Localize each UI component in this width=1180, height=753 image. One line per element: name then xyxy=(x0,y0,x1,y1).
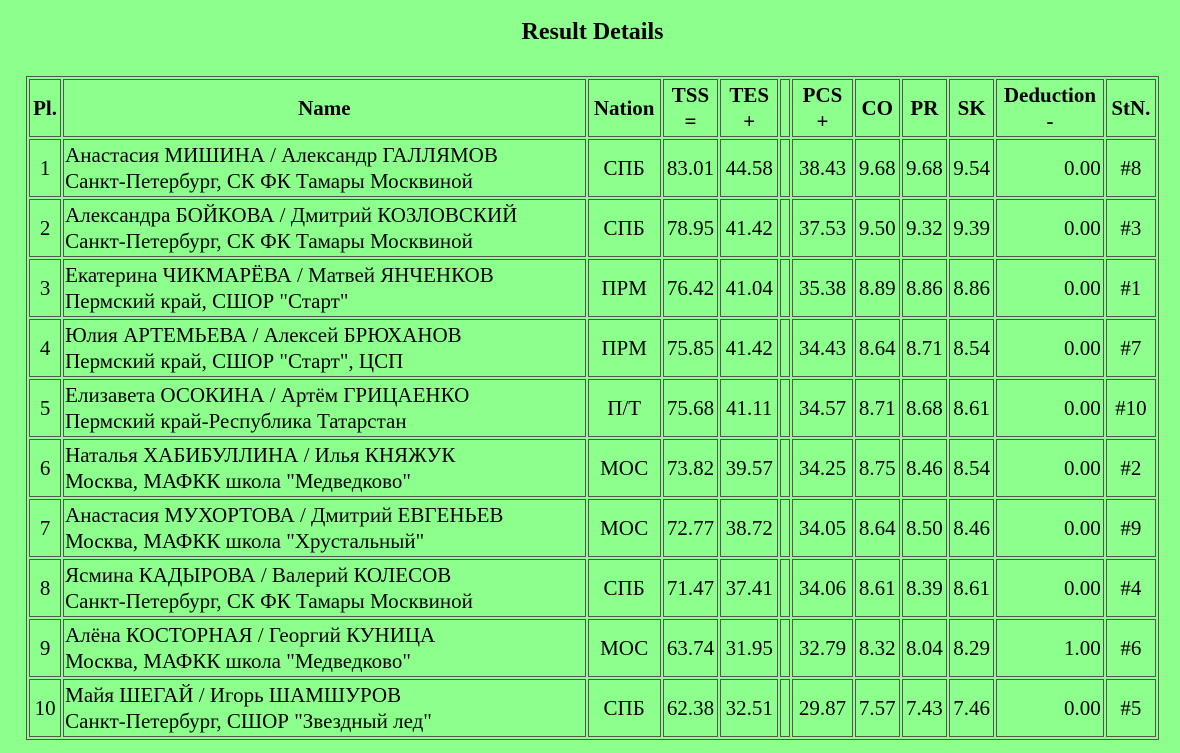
cell-tes: 41.42 xyxy=(720,199,778,257)
cell-blank xyxy=(780,139,790,197)
header-row xyxy=(29,79,1156,137)
cell-deduction: 0.00 xyxy=(996,259,1103,317)
header-tss-label: TSS xyxy=(671,83,710,107)
cell-blank xyxy=(780,619,790,677)
header-tes-sign: + xyxy=(743,109,756,133)
cell-co: 8.75 xyxy=(855,439,900,497)
table-row xyxy=(29,619,1156,677)
cell-start-number: #10 xyxy=(1106,379,1156,437)
header-deduction-label: Deduction xyxy=(1003,83,1097,107)
cell-tes: 41.04 xyxy=(720,259,778,317)
header-deduction-sign: - xyxy=(1046,109,1054,133)
cell-tes: 31.95 xyxy=(720,619,778,677)
cell-sk: 8.54 xyxy=(949,439,994,497)
header-tss xyxy=(663,79,718,137)
cell-place: 3 xyxy=(29,259,61,317)
cell-co: 8.71 xyxy=(855,379,900,437)
cell-tes: 39.57 xyxy=(720,439,778,497)
cell-nation: МОС xyxy=(588,499,661,557)
cell-nation: МОС xyxy=(588,439,661,497)
cell-pr: 9.68 xyxy=(902,139,947,197)
cell-co: 8.32 xyxy=(855,619,900,677)
cell-start-number: #4 xyxy=(1106,559,1156,617)
header-pr: PR xyxy=(902,79,947,137)
skater-names: Майя ШЕГАЙ / Игорь ШАМШУРОВ xyxy=(65,683,402,707)
cell-blank xyxy=(780,439,790,497)
cell-start-number: #7 xyxy=(1106,319,1156,377)
cell-blank xyxy=(780,379,790,437)
cell-pr: 8.50 xyxy=(902,499,947,557)
table-row xyxy=(29,559,1156,617)
skater-names: Александра БОЙКОВА / Дмитрий КОЗЛОВСКИЙ xyxy=(65,203,518,227)
cell-start-number: #3 xyxy=(1106,199,1156,257)
cell-co: 8.64 xyxy=(855,319,900,377)
cell-co: 8.89 xyxy=(855,259,900,317)
cell-sk: 8.61 xyxy=(949,559,994,617)
skater-names: Анастасия МИШИНА / Александр ГАЛЛЯМОВ xyxy=(65,143,498,167)
cell-nation: СПБ xyxy=(588,139,661,197)
header-pcs xyxy=(792,79,852,137)
cell-co: 9.50 xyxy=(855,199,900,257)
cell-name xyxy=(63,379,585,437)
club-name: Пермский край, СШОР "Старт" xyxy=(65,289,349,313)
cell-name xyxy=(63,679,585,737)
cell-name xyxy=(63,139,585,197)
cell-deduction: 0.00 xyxy=(996,379,1103,437)
cell-sk: 7.46 xyxy=(949,679,994,737)
cell-pcs: 32.79 xyxy=(792,619,852,677)
cell-pcs: 38.43 xyxy=(792,139,852,197)
cell-blank xyxy=(780,199,790,257)
cell-sk: 8.86 xyxy=(949,259,994,317)
cell-name xyxy=(63,499,585,557)
cell-deduction: 0.00 xyxy=(996,499,1103,557)
cell-pr: 7.43 xyxy=(902,679,947,737)
header-pcs-label: PCS xyxy=(802,83,843,107)
cell-pr: 8.86 xyxy=(902,259,947,317)
cell-tss: 71.47 xyxy=(663,559,718,617)
cell-tss: 83.01 xyxy=(663,139,718,197)
cell-tss: 78.95 xyxy=(663,199,718,257)
cell-tss: 63.74 xyxy=(663,619,718,677)
cell-place: 7 xyxy=(29,499,61,557)
cell-place: 2 xyxy=(29,199,61,257)
cell-start-number: #6 xyxy=(1106,619,1156,677)
table-row xyxy=(29,139,1156,197)
cell-blank xyxy=(780,499,790,557)
cell-nation: СПБ xyxy=(588,679,661,737)
skater-names: Екатерина ЧИКМАРЁВА / Матвей ЯНЧЕНКОВ xyxy=(65,263,494,287)
cell-name xyxy=(63,259,585,317)
cell-deduction: 1.00 xyxy=(996,619,1103,677)
header-nation: Nation xyxy=(588,79,661,137)
cell-blank xyxy=(780,319,790,377)
club-name: Санкт-Петербург, СК ФК Тамары Москвиной xyxy=(65,229,473,253)
cell-pcs: 37.53 xyxy=(792,199,852,257)
cell-name xyxy=(63,199,585,257)
table-row xyxy=(29,259,1156,317)
header-tes xyxy=(720,79,778,137)
cell-deduction: 0.00 xyxy=(996,199,1103,257)
cell-deduction: 0.00 xyxy=(996,439,1103,497)
header-blank xyxy=(780,79,790,137)
cell-co: 8.61 xyxy=(855,559,900,617)
cell-sk: 8.61 xyxy=(949,379,994,437)
header-co: CO xyxy=(855,79,900,137)
cell-tss: 72.77 xyxy=(663,499,718,557)
cell-place: 9 xyxy=(29,619,61,677)
cell-pr: 8.04 xyxy=(902,619,947,677)
cell-blank xyxy=(780,259,790,317)
cell-place: 1 xyxy=(29,139,61,197)
cell-start-number: #2 xyxy=(1106,439,1156,497)
cell-sk: 8.29 xyxy=(949,619,994,677)
cell-sk: 8.46 xyxy=(949,499,994,557)
cell-place: 8 xyxy=(29,559,61,617)
cell-co: 9.68 xyxy=(855,139,900,197)
cell-pcs: 35.38 xyxy=(792,259,852,317)
skater-names: Анастасия МУХОРТОВА / Дмитрий ЕВГЕНЬЕВ xyxy=(65,503,504,527)
cell-nation: СПБ xyxy=(588,559,661,617)
skater-names: Юлия АРТЕМЬЕВА / Алексей БРЮХАНОВ xyxy=(65,323,462,347)
skater-names: Алёна КОСТОРНАЯ / Георгий КУНИЦА xyxy=(65,623,436,647)
cell-place: 4 xyxy=(29,319,61,377)
cell-pr: 9.32 xyxy=(902,199,947,257)
cell-tes: 41.11 xyxy=(720,379,778,437)
table-row xyxy=(29,679,1156,737)
cell-place: 6 xyxy=(29,439,61,497)
cell-start-number: #5 xyxy=(1106,679,1156,737)
cell-pr: 8.68 xyxy=(902,379,947,437)
cell-tss: 73.82 xyxy=(663,439,718,497)
cell-sk: 8.54 xyxy=(949,319,994,377)
cell-start-number: #1 xyxy=(1106,259,1156,317)
club-name: Пермский край-Республика Татарстан xyxy=(65,409,407,433)
cell-pcs: 34.05 xyxy=(792,499,852,557)
club-name: Санкт-Петербург, СК ФК Тамары Москвиной xyxy=(65,589,473,613)
cell-sk: 9.54 xyxy=(949,139,994,197)
skater-names: Ясмина КАДЫРОВА / Валерий КОЛЕСОВ xyxy=(65,563,452,587)
cell-pr: 8.71 xyxy=(902,319,947,377)
cell-pr: 8.39 xyxy=(902,559,947,617)
club-name: Санкт-Петербург, СШОР "Звездный лед" xyxy=(65,709,432,733)
cell-deduction: 0.00 xyxy=(996,559,1103,617)
club-name: Санкт-Петербург, СК ФК Тамары Москвиной xyxy=(65,169,473,193)
skater-names: Елизавета ОСОКИНА / Артём ГРИЦАЕНКО xyxy=(65,383,470,407)
cell-tes: 38.72 xyxy=(720,499,778,557)
club-name: Москва, МАФКК школа "Медведково" xyxy=(65,649,411,673)
cell-tes: 44.58 xyxy=(720,139,778,197)
cell-nation: СПБ xyxy=(588,199,661,257)
cell-deduction: 0.00 xyxy=(996,139,1103,197)
header-stn: StN. xyxy=(1106,79,1156,137)
club-name: Москва, МАФКК школа "Медведково" xyxy=(65,469,411,493)
header-sk: SK xyxy=(949,79,994,137)
cell-nation: ПРМ xyxy=(588,259,661,317)
page-title: Result Details xyxy=(521,19,664,45)
cell-place: 10 xyxy=(29,679,61,737)
cell-co: 7.57 xyxy=(855,679,900,737)
table-row xyxy=(29,439,1156,497)
club-name: Москва, МАФКК школа "Хрустальный" xyxy=(65,529,425,553)
cell-start-number: #8 xyxy=(1106,139,1156,197)
cell-sk: 9.39 xyxy=(949,199,994,257)
header-tss-sign: = xyxy=(684,109,697,133)
results-table xyxy=(26,76,1159,740)
cell-name xyxy=(63,439,585,497)
header-tes-label: TES xyxy=(729,83,770,107)
cell-tss: 75.85 xyxy=(663,319,718,377)
club-name: Пермский край, СШОР "Старт", ЦСП xyxy=(65,349,404,373)
cell-deduction: 0.00 xyxy=(996,679,1103,737)
table-row xyxy=(29,199,1156,257)
cell-tes: 37.41 xyxy=(720,559,778,617)
cell-name xyxy=(63,319,585,377)
cell-pr: 8.46 xyxy=(902,439,947,497)
cell-nation: ПРМ xyxy=(588,319,661,377)
skater-names: Наталья ХАБИБУЛЛИНА / Илья КНЯЖУК xyxy=(65,443,456,467)
cell-tss: 76.42 xyxy=(663,259,718,317)
header-name: Name xyxy=(63,79,585,137)
cell-pcs: 29.87 xyxy=(792,679,852,737)
cell-pcs: 34.43 xyxy=(792,319,852,377)
cell-tss: 75.68 xyxy=(663,379,718,437)
table-row xyxy=(29,499,1156,557)
cell-deduction: 0.00 xyxy=(996,319,1103,377)
cell-nation: П/Т xyxy=(588,379,661,437)
cell-nation: МОС xyxy=(588,619,661,677)
header-pl: Pl. xyxy=(29,79,61,137)
cell-blank xyxy=(780,679,790,737)
header-pcs-sign: + xyxy=(816,109,829,133)
cell-place: 5 xyxy=(29,379,61,437)
cell-name xyxy=(63,619,585,677)
cell-tes: 41.42 xyxy=(720,319,778,377)
cell-name xyxy=(63,559,585,617)
cell-tes: 32.51 xyxy=(720,679,778,737)
cell-co: 8.64 xyxy=(855,499,900,557)
cell-pcs: 34.06 xyxy=(792,559,852,617)
cell-pcs: 34.57 xyxy=(792,379,852,437)
cell-blank xyxy=(780,559,790,617)
table-row xyxy=(29,319,1156,377)
cell-tss: 62.38 xyxy=(663,679,718,737)
cell-pcs: 34.25 xyxy=(792,439,852,497)
cell-start-number: #9 xyxy=(1106,499,1156,557)
table-row xyxy=(29,379,1156,437)
header-deduction xyxy=(996,79,1103,137)
